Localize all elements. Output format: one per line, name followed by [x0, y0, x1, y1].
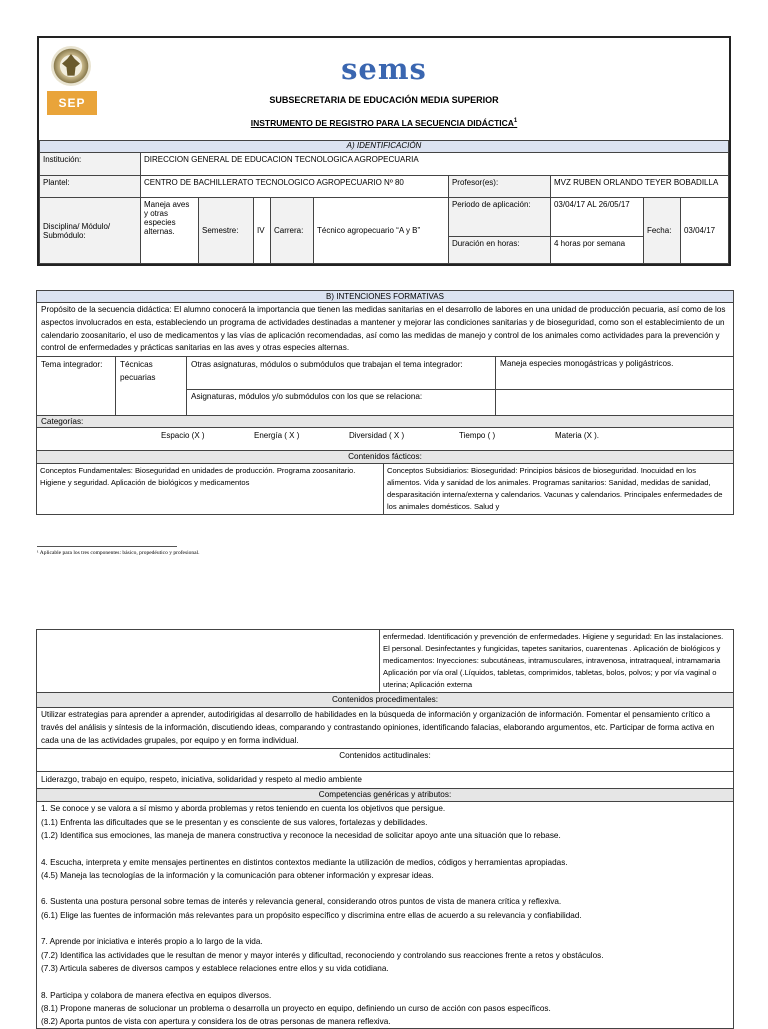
disciplina-label: Disciplina/ Módulo/ Submódulo:: [40, 198, 141, 264]
carrera-value: Técnico agropecuario “A y B”: [317, 226, 421, 236]
competencia-line: (7.2) Identifica las actividades que le resultan de menor y mayor interés y dificultad, reconociendo y controlando sus reacciones frente a retos y obstáculos.: [41, 950, 604, 960]
categoria-espacio: Espacio (X ): [161, 430, 205, 440]
competencia-line: (8.1) Propone maneras de solucionar un problema o desarrolla un proyecto en equipo, definiendo un curso de acción con pasos específicos.: [41, 1003, 551, 1013]
otras-asignaturas-value: Maneja especies monogástricas y poligástricos.: [496, 357, 734, 389]
competencia-line: [41, 842, 729, 855]
periodo-value: 03/04/17 AL 26/05/17: [550, 198, 643, 236]
disciplina-value: Maneja aves y otras especies alternas.: [141, 198, 199, 264]
actitudinales-heading: Contenidos actitudinales:: [37, 749, 733, 772]
identificacion-table: [39, 140, 729, 264]
semestre-value: IV: [254, 198, 271, 264]
competencia-line: 8. Participa y colabora de manera efectiva en equipos diversos.: [41, 990, 272, 1000]
profesor-value: MVZ RUBEN ORLANDO TEYER BOBADILLA: [550, 176, 728, 198]
document-title: INSTRUMENTO DE REGISTRO PARA LA SECUENCIA DIDÁCTICA$^1$: [250, 118, 518, 128]
competencia-line: (1.2) Identifica sus emociones, las maneja de manera constructiva y reconoce la necesidad de solicitar apoyo ante una situación que lo rebase.: [41, 830, 561, 840]
competencias-list: [37, 802, 733, 1028]
plantel-label: Plantel:: [40, 176, 141, 198]
tema-label: Tema integrador:: [37, 357, 116, 415]
footnote: ¹ Aplicable para los tres componentes: básico, propedéutico y profesional.: [37, 550, 200, 556]
procedimentales-heading: Contenidos procedimentales:: [37, 693, 733, 708]
asignaturas-relacion-label: Asignaturas, módulos y/o submódulos con los que se relaciona:: [187, 389, 496, 415]
semestre-label: Semestre:: [199, 198, 254, 264]
sems-logo: sems: [341, 52, 427, 86]
conceptos-fundamentales: Conceptos Fundamentales: Bioseguridad en unidades de producción. Programa zoosanitario. Higiene y seguridad. Aplicación de biológicos y medicamentos: [37, 464, 384, 514]
duracion-value: 4 horas por semana: [550, 236, 643, 263]
competencia-line: [41, 975, 729, 988]
competencia-line: 6. Sustenta una postura personal sobre temas de interés y relevancia general, considerando otros puntos de vista de manera crítica y reflexiva.: [41, 897, 562, 907]
plantel-value: CENTRO DE BACHILLERATO TECNOLOGICO AGROPECUARIO Nº 80: [141, 176, 449, 198]
categoria-energia: Energía ( X ): [254, 430, 300, 440]
competencia-line: (1.1) Enfrenta las dificultades que se le presentan y es consciente de sus valores, fortalezas y debilidades.: [41, 817, 428, 827]
carrera-cell: [271, 198, 449, 264]
facticos-continued-table: [37, 630, 733, 693]
subsecretaria-title: SUBSECRETARIA DE EDUCACIÓN MEDIA SUPERIOR: [269, 95, 499, 105]
page-2-content: [36, 629, 734, 1029]
categoria-tiempo: Tiempo ( ): [459, 430, 496, 440]
periodo-label: Periodo de aplicación:: [448, 198, 550, 236]
institucion-label: Institución:: [40, 153, 141, 176]
institucion-value: DIRECCION GENERAL DE EDUCACION TECNOLOGICA AGROPECUARIA: [141, 153, 729, 176]
otras-asignaturas-label: Otras asignaturas, módulos o submódulos que trabajan el tema integrador:: [187, 357, 496, 389]
competencia-line: [41, 922, 729, 935]
competencia-line: (4.5) Maneja las tecnologías de la información y la comunicación para obtener información y expresar ideas.: [41, 870, 434, 880]
actitudinales-text: Liderazgo, trabajo en equipo, respeto, iniciativa, solidaridad y respeto al medio ambiente: [37, 772, 733, 789]
competencia-line: 7. Aprende por iniciativa e interés propio a lo largo de la vida.: [41, 937, 263, 947]
proposito-text: Propósito de la secuencia didáctica: El alumno conocerá la importancia que tienen las medidas sanitarias en el desarrollo de labores en una unidad de producción pecuaria, así como de los aspectos involucrados en esta, estableciendo un programa de actividades destinadas a mantener y mejorar las condiciones sanitarias y de bioseguridad, como son el establecimiento de un calendario zoosanitario, el uso de medicamentos y las vías de aplicación recomendadas, así como las medidas de manejo y control de los animales como actividades para la prevención y control de enfermedades y prácticas sanitarias en las aves y otras especies alternas.: [37, 303, 733, 357]
conceptos-subsidiarios-continued: enfermedad. Identificación y prevención de enfermedades. Higiene y seguridad: En las instalaciones. El personal. Desinfectantes y fungicidas, tapetes sanitarios, cuarentenas . Aplicación de biológicos y medicamentos: Inyecciones: subcutáneas, intramusculares, intravenosa, intratraqueal, intramamaria Aplicación por vía oral (.Líquidos, tabletas, comprimidos, tabletas, bolos, polvos; y por vía vaginal o uterina; Aplicación externa: [380, 630, 734, 693]
categoria-materia: Materia (X ).: [555, 430, 600, 440]
conceptos-subsidiarios: Conceptos Subsidiarios: Bioseguridad: Principios básicos de bioseguridad. Inocuidad en los alimentos. Vida y sanidad de los animales. Programas sanitarios: Sanidad, medidas de sanidad, desparasitación interna/externa y calendarios. Vacunas y calendarios. Principales enfermedades de los animales domésticos. Salud y: [387, 465, 723, 511]
footnote-divider: [37, 546, 177, 547]
profesor-label: Profesor(es):: [448, 176, 550, 198]
intenciones-heading: B) INTENCIONES FORMATIVAS: [37, 291, 733, 303]
fecha-label: Fecha:: [643, 198, 680, 264]
facticos-heading: Contenidos fácticos:: [37, 451, 733, 464]
procedimentales-text: Utilizar estrategias para aprender a aprender, autodirigidas al desarrollo de habilidades en la búsqueda de información y organización de información. Fomentar el pensamiento crítico a través del análisis y síntesis de la información, discutiendo ideas, comparando y contrastando opiniones, identificando falacias, elaborando argumentos, etc. Participar de forma activa en cada una de las actividades grupales, por equipo y en forma individual.: [37, 708, 733, 749]
duracion-label: Duración en horas:: [448, 236, 550, 263]
categorias-label: Categorías:: [37, 416, 733, 428]
header-banner: [39, 38, 729, 141]
facticos-table: [37, 464, 733, 514]
competencia-line: (6.1) Elige las fuentes de información más relevantes para un propósito específico y discrimina entre ellas de acuerdo a su relevancia y confiabilidad.: [41, 910, 582, 920]
tema-table: [37, 357, 733, 416]
categoria-diversidad: Diversidad ( X ): [349, 430, 405, 440]
sep-logo-text: SEP: [47, 91, 97, 115]
identificacion-heading: A) IDENTIFICACIÓN: [40, 141, 729, 153]
document-header: [37, 36, 731, 266]
competencias-heading: Competencias genéricas y atributos:: [37, 789, 733, 802]
intenciones-formativas: [36, 290, 734, 515]
competencia-line: 1. Se conoce y se valora a sí mismo y aborda problemas y retos teniendo en cuenta los objetivos que persigue.: [41, 804, 446, 814]
carrera-label: Carrera:: [271, 198, 314, 263]
categorias-row: [37, 428, 733, 451]
asignaturas-relacion-value: [496, 389, 734, 415]
competencia-line: 4. Escucha, interpreta y emite mensajes pertinentes en distintos contextos mediante la utilización de medios, códigos y herramientas apropiadas.: [41, 857, 568, 867]
fecha-value: 03/04/17: [680, 198, 728, 264]
tema-value: Técnicas pecuarias: [116, 357, 187, 415]
competencia-line: (7.3) Articula saberes de diversos campos y establece relaciones entre ellos y su vida cotidiana.: [41, 963, 389, 973]
competencia-line: (8.2) Aporta puntos de vista con apertura y considera los de otras personas de manera reflexiva.: [41, 1017, 391, 1027]
fundamentales-empty: [37, 630, 380, 693]
competencia-line: [41, 882, 729, 895]
